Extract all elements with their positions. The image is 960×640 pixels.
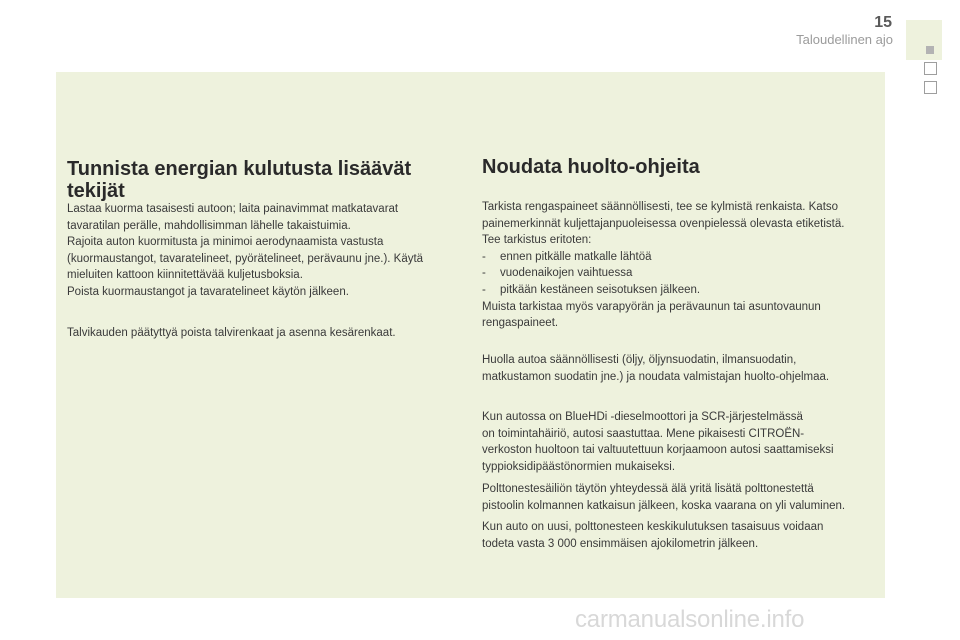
text-line: Polttonestesäiliön täytön yhteydessä älä yritä lisätä polttonestettä [482, 483, 814, 495]
right-paragraph-4 [482, 481, 882, 514]
text-line: on toimintahäiriö, autosi saastuttaa. Mene pikaisesti CITROËN- [482, 427, 805, 440]
list-item [482, 249, 882, 266]
list-item-text: ennen pitkälle matkalle lähtöä [500, 250, 652, 263]
text-line: painemerkinnät kuljettajanpuoleisessa ovenpielessä olevasta etiketistä. [482, 217, 845, 230]
text-line: Huolla autoa säännöllisesti (öljy, öljynsuodatin, ilmansuodatin, [482, 354, 797, 366]
section-marker-icon [926, 46, 934, 54]
empty-square-icon [924, 81, 937, 94]
list-item-text: pitkään kestäneen seisotuksen jälkeen. [500, 283, 701, 296]
left-paragraph-1 [67, 201, 439, 301]
text-line: Kun auto on uusi, polttonesteen keskikulutuksen tasaisuus voidaan [482, 521, 824, 533]
text-line: matkustamon suodatin jne.) ja noudata valmistajan huolto-ohjelmaa. [482, 370, 830, 383]
list-item [482, 265, 882, 282]
text-line: todeta vasta 3 000 ensimmäisen ajokilometrin jälkeen. [482, 537, 759, 550]
right-paragraph-3 [482, 409, 882, 475]
right-paragraph-5 [482, 519, 882, 552]
text-line: Tarkista rengaspaineet säännöllisesti, tee se kylmistä renkaista. Katso [482, 201, 839, 213]
text-line: rengaspaineet. [482, 317, 559, 330]
text-line: tavaratilan perälle, mahdollisimman lähelle takaistuimia. [67, 219, 351, 232]
text-line: Talvikauden päätyttyä poista talvirenkaat ja asenna kesärenkaat. [67, 327, 396, 339]
text-line: Rajoita auton kuormitusta ja minimoi aerodynaamista vastusta [67, 236, 384, 249]
text-line: mieluiten kattoon kiinnitettävää kuljetusboksia. [67, 269, 303, 282]
list-dash: - [482, 283, 486, 296]
left-heading: Tunnista energian kulutusta lisäävät tekijät [67, 158, 412, 202]
section-tab [906, 20, 942, 60]
list-dash: - [482, 267, 486, 280]
list-dash: - [482, 250, 486, 263]
text-line: Lastaa kuorma tasaisesti autoon; laita painavimmat matkatavarat [67, 203, 399, 215]
left-paragraph-2 [67, 325, 439, 342]
page-number: 15 [874, 14, 892, 31]
list-item [482, 282, 882, 299]
watermark: carmanualsonline.info [575, 606, 805, 633]
section-title: Taloudellinen ajo [796, 32, 893, 47]
right-paragraph-1 [482, 199, 882, 332]
empty-square-icon [924, 62, 937, 75]
text-line: Tee tarkistus eritoten: [482, 234, 592, 247]
text-line: typpioksidipäästönormien mukaiseksi. [482, 460, 676, 473]
text-line: Kun autossa on BlueHDi -dieselmoottori ja SCR-järjestelmässä [482, 411, 803, 423]
text-line: pistoolin kolmannen katkaisun jälkeen, koska vaarana on yli valuminen. [482, 499, 846, 512]
text-line: Muista tarkistaa myös varapyörän ja perävaunun tai asuntovaunun [482, 300, 821, 313]
text-line: Poista kuormaustangot ja tavaratelineet käytön jälkeen. [67, 285, 349, 298]
right-heading: Noudata huolto-ohjeita [482, 156, 700, 178]
list-item-text: vuodenaikojen vaihtuessa [500, 267, 633, 280]
right-paragraph-2 [482, 352, 882, 385]
text-line: verkoston huoltoon tai valtuutettuun korjaamoon autosi saattamiseksi [482, 444, 834, 457]
text-line: (kuormaustangot, tavaratelineet, pyörätelineet, perävaunu jne.). Käytä [67, 252, 424, 265]
